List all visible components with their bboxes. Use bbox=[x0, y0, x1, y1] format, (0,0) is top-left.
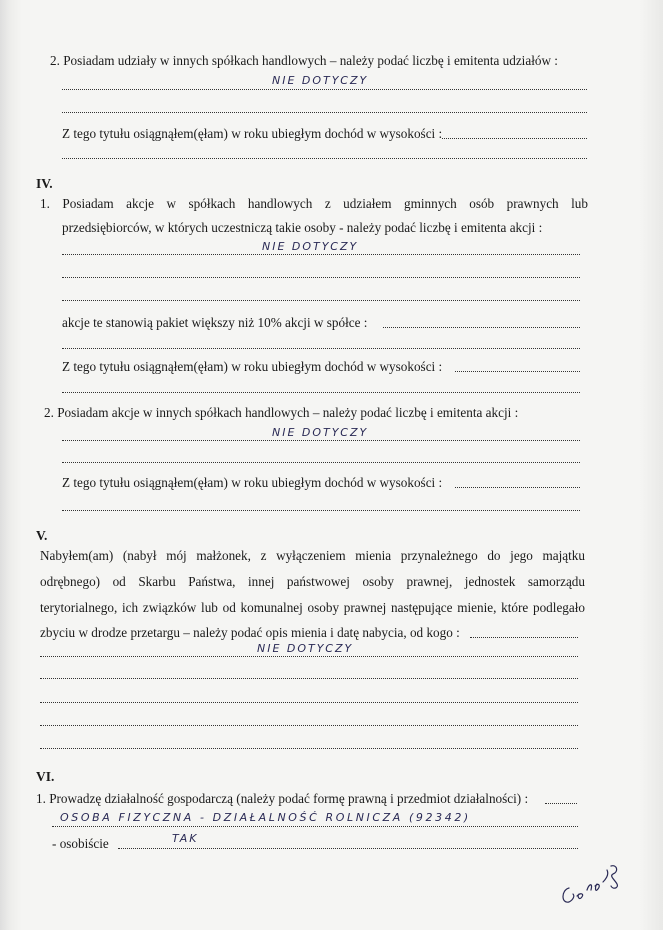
dotted-line bbox=[40, 748, 578, 749]
dotted-line bbox=[62, 462, 580, 463]
section5-heading: V. bbox=[36, 528, 48, 543]
dotted-line bbox=[118, 848, 578, 849]
signature-icon bbox=[555, 860, 635, 910]
dotted-line bbox=[62, 112, 587, 113]
handwritten-answer: NIE DOTYCZY bbox=[257, 642, 354, 655]
dotted-line bbox=[62, 510, 580, 511]
section3-income-text: Z tego tytułu osiągnąłem(ęłam) w roku ubiegłym dochód w wysokości : bbox=[62, 126, 443, 141]
dotted-line bbox=[442, 138, 587, 139]
dotted-line bbox=[455, 371, 580, 372]
dotted-line bbox=[62, 440, 580, 441]
dotted-line bbox=[40, 725, 578, 726]
dotted-line bbox=[62, 254, 580, 255]
section5-line4: zbyciu w drodze przetargu – należy podać opis mienia i datę nabycia, od kogo : bbox=[40, 625, 460, 640]
dotted-line bbox=[62, 392, 580, 393]
dotted-line bbox=[62, 89, 587, 90]
section6-heading: VI. bbox=[36, 769, 55, 784]
dotted-line bbox=[62, 158, 587, 159]
section4-item1-line1: 1. Posiadam akcje w spółkach handlowych z udziałem gminnych osób prawnych lub bbox=[40, 196, 588, 211]
dotted-line bbox=[470, 637, 578, 638]
section5-line1: Nabyłem(am) (nabył mój małżonek, z wyłączeniem mienia przynależnego do jego majątku bbox=[40, 548, 585, 563]
dotted-line bbox=[62, 277, 580, 278]
dotted-line bbox=[62, 348, 580, 349]
section5-line3: terytorialnego, ich związków lub od komunalnej osoby prawnej następujące mienie, które podlegało bbox=[40, 600, 585, 615]
handwritten-answer: TAK bbox=[172, 832, 199, 845]
handwritten-answer: NIE DOTYCZY bbox=[272, 74, 369, 87]
dotted-line bbox=[52, 826, 578, 827]
handwritten-answer: OSOBA FIZYCZNA - DZIAŁALNOŚĆ ROLNICZA (92342) bbox=[60, 811, 471, 824]
section4-item1-line2: przedsiębiorców, w których uczestniczą takie osoby - należy podać liczbę i emitenta akcji : bbox=[62, 220, 543, 235]
section5-line2: odrębnego) od Skarbu Państwa, innej państwowej osoby prawnej, jednostek samorządu bbox=[40, 574, 585, 589]
section6-personal-label: - osobiście bbox=[52, 836, 109, 851]
dotted-line bbox=[40, 702, 578, 703]
section4-stake-text: akcje te stanowią pakiet większy niż 10% akcji w spółce : bbox=[62, 315, 368, 330]
section4-heading: IV. bbox=[36, 176, 53, 191]
section4-income1-text: Z tego tytułu osiągnąłem(ęłam) w roku ubiegłym dochód w wysokości : bbox=[62, 359, 443, 374]
dotted-line bbox=[40, 678, 578, 679]
handwritten-answer: NIE DOTYCZY bbox=[272, 426, 369, 439]
dotted-line bbox=[62, 300, 580, 301]
section4-item2-text: 2. Posiadam akcje w innych spółkach handlowych – należy podać liczbę i emitenta akcji : bbox=[44, 405, 519, 420]
dotted-line bbox=[383, 327, 580, 328]
section3-item2-text: 2. Posiadam udziały w innych spółkach handlowych – należy podać liczbę i emitenta udziałów : bbox=[50, 53, 558, 68]
dotted-line bbox=[40, 656, 578, 657]
section6-item1-text: 1. Prowadzę działalność gospodarczą (należy podać formę prawną i przedmiot działalności) : bbox=[36, 791, 529, 806]
dotted-line bbox=[545, 803, 577, 804]
dotted-line bbox=[455, 487, 580, 488]
handwritten-answer: NIE DOTYCZY bbox=[262, 240, 359, 253]
section4-income2-text: Z tego tytułu osiągnąłem(ęłam) w roku ubiegłym dochód w wysokości : bbox=[62, 475, 443, 490]
